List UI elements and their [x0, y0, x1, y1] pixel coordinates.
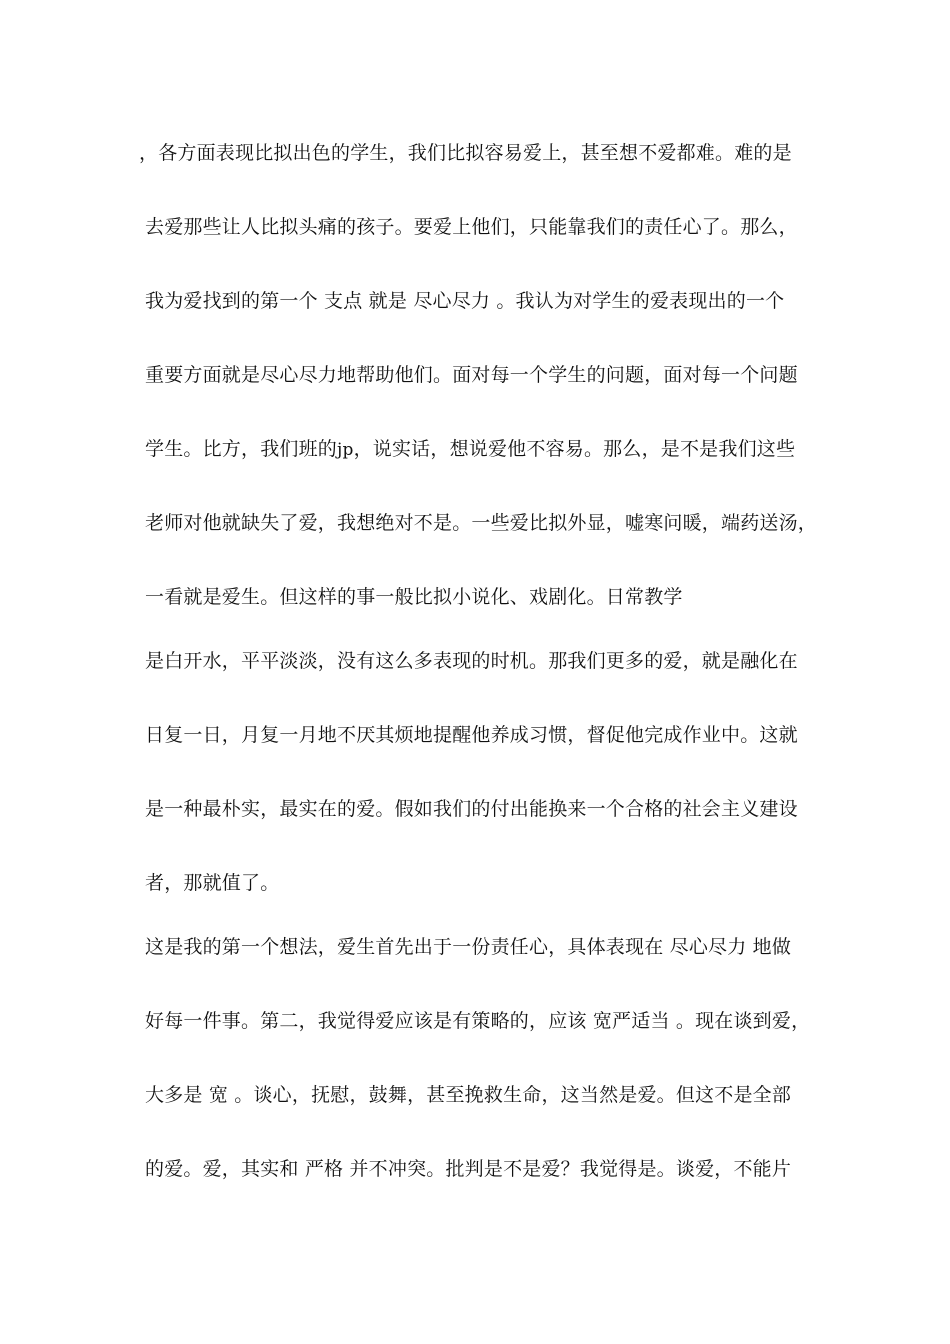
paragraph-line-14: 大多是 宽 。谈心，抚慰，鼓舞，甚至挽救生命，这当然是爱。但这不是全部 [145, 1084, 792, 1106]
paragraph-line-15: 的爱。爱，其实和 严格 并不冲突。批判是不是爱？我觉得是。谈爱，不能片 [145, 1158, 792, 1180]
paragraph-line-1: ，各方面表现比拟出色的学生，我们比拟容易爱上，甚至想不爱都难。难的是 [139, 142, 792, 164]
paragraph-line-7: 一看就是爱生。但这样的事一般比拟小说化、戏剧化。日常教学 [145, 586, 683, 608]
paragraph-line-8: 是白开水，平平淡淡，没有这么多表现的时机。那我们更多的爱，就是融化在 [145, 650, 798, 672]
line-5-text-end: ，说实话，想说爱他不容易。那么，是不是我们这些 [353, 438, 796, 460]
paragraph-line-2: 去爱那些让人比拟头痛的孩子。要爱上他们，只能靠我们的责任心了。那么， [145, 216, 798, 238]
line-5-text-start: 学生。比方，我们班的 [145, 438, 338, 460]
paragraph-line-6: 老师对他就缺失了爱，我想绝对不是。一些爱比拟外显，嘘寒问暖，端药送汤， [145, 512, 818, 534]
student-initials: jp [337, 440, 354, 460]
paragraph-line-10: 是一种最朴实，最实在的爱。假如我们的付出能换来一个合格的社会主义建设 [145, 798, 798, 820]
paragraph-line-13: 好每一件事。第二，我觉得爱应该是有策略的，应该 宽严适当 。现在谈到爱， [145, 1010, 811, 1032]
paragraph-line-9: 日复一日，月复一月地不厌其烦地提醒他养成习惯，督促他完成作业中。这就 [145, 724, 798, 746]
paragraph-line-4: 重要方面就是尽心尽力地帮助他们。面对每一个学生的问题，面对每一个问题 [145, 364, 798, 386]
paragraph-line-5 [145, 436, 815, 463]
paragraph-line-3: 我为爱找到的第一个 支点 就是 尽心尽力 。我认为对学生的爱表现出的一个 [145, 290, 785, 312]
paragraph-line-12: 这是我的第一个想法，爱生首先出于一份责任心，具体表现在 尽心尽力 地做 [145, 936, 792, 958]
paragraph-line-11: 者，那就值了。 [145, 872, 280, 894]
